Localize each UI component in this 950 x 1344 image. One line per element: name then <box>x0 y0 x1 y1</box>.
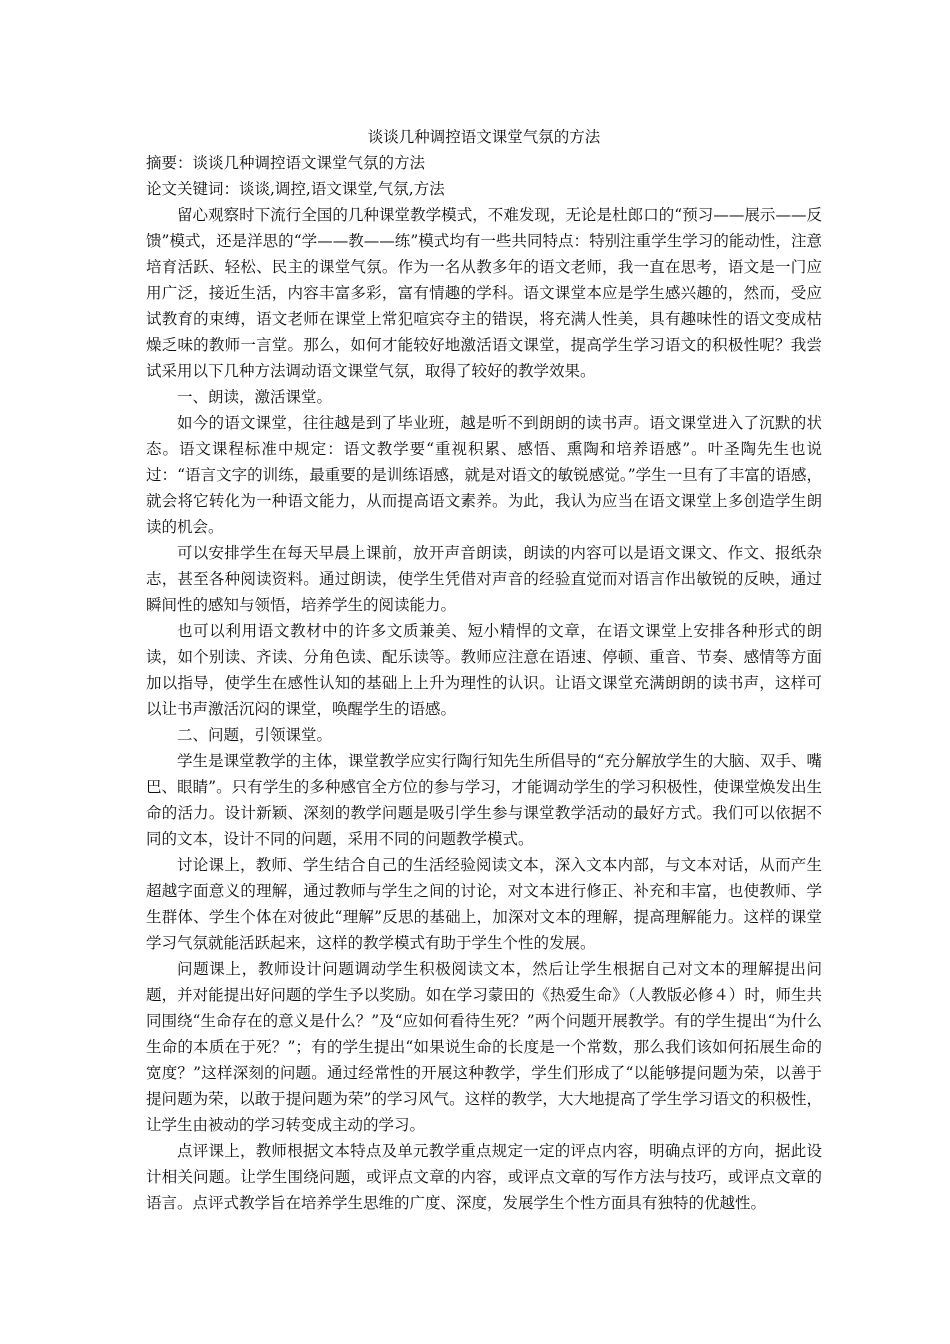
document-title: 谈谈几种调控语文课堂气氛的方法 <box>367 128 601 146</box>
document-body <box>146 124 822 1216</box>
paragraph: 可以安排学生在每天早晨上课前，放开声音朗读，朗读的内容可以是语文课文、作文、报纸杂志，甚至各种阅读资料。通过朗读，使学生凭借对声音的经验直觉而对语言作出敏锐的反映，通过瞬间性的感知与领悟，培养学生的阅读能力。 <box>146 544 822 614</box>
paragraph: 讨论课上，教师、学生结合自己的生活经验阅读文本，深入文本内部，与文本对话，从而产生超越字面意义的理解，通过教师与学生之间的讨论，对文本进行修正、补充和丰富，也使教师、学生群体、学生个体在对彼此“理解”反思的基础上，加深对文本的理解，提高理解能力。这样的课堂学习气氛就能活跃起来，这样的教学模式有助于学生个性的发展。 <box>146 856 822 952</box>
paragraph: 学生是课堂教学的主体，课堂教学应实行陶行知先生所倡导的“充分解放学生的大脑、双手、嘴巴、眼睛”。只有学生的多种感官全方位的参与学习，才能调动学生的学习积极性，使课堂焕发出生命的活力。设计新颖、深刻的教学问题是吸引学生参与课堂教学活动的最好方式。我们可以依据不同的文本，设计不同的问题，采用不同的问题教学模式。 <box>146 752 822 848</box>
paragraph: 如今的语文课堂，往往越是到了毕业班，越是听不到朗朗的读书声。语文课堂进入了沉默的状态。语文课程标准中规定：语文教学要“重视积累、感悟、熏陶和培养语感”。叶圣陶先生也说过：“语言文字的训练，最重要的是训练语感，就是对语文的敏锐感觉。”学生一旦有了丰富的语感，就会将它转化为一种语文能力，从而提高语文素养。为此，我认为应当在语文课堂上多创造学生朗读的机会。 <box>146 414 822 536</box>
keywords-line: 论文关键词：谈谈,调控,语文课堂,气氛,方法 <box>146 180 445 198</box>
paragraph: 问题课上，教师设计问题调动学生积极阅读文本，然后让学生根据自己对文本的理解提出问题，并对能提出好问题的学生予以奖励。如在学习蒙田的《热爱生命》（人教版必修４）时，师生共同围绕“生命存在的意义是什么？”及“应如何看待生死？”两个问题开展教学。有的学生提出“为什么生命的本质在于死？”；有的学生提出“如果说生命的长度是一个常数，那么我们该如何拓展生命的宽度？”这样深刻的问题。通过经常性的开展这种教学，学生们形成了“以能够提问题为荣，以善于提问题为荣，以敢于提问题为荣”的学习风气。这样的教学，大大地提高了学生学习语文的积极性，让学生由被动的学习转变成主动的学习。 <box>146 960 822 1134</box>
abstract-line: 摘要：谈谈几种调控语文课堂气氛的方法 <box>146 154 426 172</box>
paragraph: 也可以利用语文教材中的许多文质兼美、短小精悍的文章，在语文课堂上安排各种形式的朗读，如个别读、齐读、分角色读、配乐读等。教师应注意在语速、停顿、重音、节奏、感情等方面加以指导，使学生在感性认知的基础上上升为理性的认识。让语文课堂充满朗朗的读书声，这样可以让书声激活沉闷的课堂，唤醒学生的语感。 <box>146 622 822 718</box>
section-heading-questions: 二、问题，引领课堂。 <box>177 726 333 744</box>
section-heading-reading: 一、朗读，激活课堂。 <box>177 388 333 406</box>
paragraph-intro: 留心观察时下流行全国的几种课堂教学模式，不难发现，无论是杜郎口的“预习——展示——反馈”模式，还是洋思的“学——教——练”模式均有一些共同特点：特别注重学生学习的能动性，注意培育活跃、轻松、民主的课堂气氛。作为一名从教多年的语文老师，我一直在思考，语文是一门应用广泛，接近生活，内容丰富多彩，富有情趣的学科。语文课堂本应是学生感兴趣的，然而，受应试教育的束缚，语文老师在课堂上常犯喧宾夺主的错误，将充满人性美，具有趣味性的语文变成枯燥乏味的教师一言堂。那么，如何才能较好地激活语文课堂，提高学生学习语文的积极性呢？我尝试采用以下几种方法调动语文课堂气氛，取得了较好的教学效果。 <box>146 206 822 380</box>
paragraph: 点评课上，教师根据文本特点及单元教学重点规定一定的评点内容，明确点评的方向，据此设计相关问题。让学生围绕问题，或评点文章的内容，或评点文章的写作方法与技巧，或评点文章的语言。点评式教学旨在培养学生思维的广度、深度，发展学生个性方面具有独特的优越性。 <box>146 1142 822 1212</box>
